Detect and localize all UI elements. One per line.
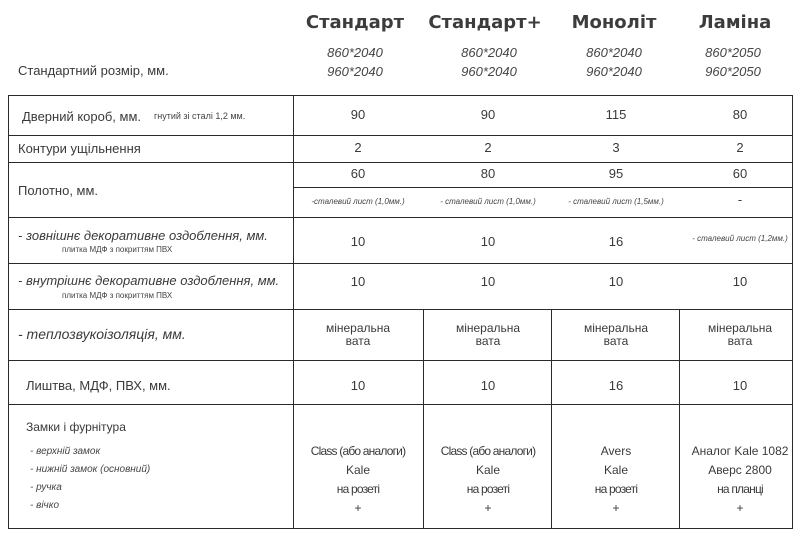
row-divider: [8, 263, 793, 264]
seal-contours-label: Контури ущільнення: [18, 141, 141, 156]
seal-contours-standart: 2: [354, 140, 362, 155]
column-header-standart: Стандарт: [305, 12, 405, 33]
upper-lock-standart: Class (або аналоги): [310, 444, 406, 458]
inner-finish-lamina: 10: [732, 274, 748, 289]
standard-size-standart-plus: 860*2040 960*2040: [461, 45, 517, 79]
seal-contours-standart-plus: 2: [484, 140, 492, 155]
peephole-standart-plus: +: [484, 501, 492, 515]
handle-monolit: на розеті: [594, 482, 638, 496]
column-header-lamina: Ламіна: [698, 12, 772, 33]
inner-finish-note: плитка МДФ з покриттям ПВХ: [62, 291, 173, 300]
insulation-monolit: мінеральна вата: [583, 321, 649, 348]
trim-monolit: 16: [608, 378, 624, 393]
trim-standart-plus: 10: [480, 378, 496, 393]
door-frame-note: гнутий зі сталі 1,2 мм.: [154, 111, 246, 121]
peephole-monolit: +: [612, 501, 620, 515]
upper-lock-monolit: Avers: [600, 444, 632, 458]
inner-finish-label: - внутрішнє декоративне оздоблення, мм.: [18, 273, 280, 288]
row-divider: [8, 162, 793, 163]
outer-finish-standart-plus: 10: [480, 234, 496, 249]
column-divider: [8, 95, 9, 528]
handle-standart: на розеті: [336, 482, 380, 496]
outer-finish-standart: 10: [350, 234, 366, 249]
standard-size-label: Стандартний розмір, мм.: [18, 63, 169, 78]
column-divider: [551, 309, 552, 528]
outer-finish-monolit: 16: [608, 234, 624, 249]
inner-finish-standart-plus: 10: [480, 274, 496, 289]
lower-lock-standart-plus: Kale: [475, 463, 501, 477]
door-frame-standart-plus: 90: [480, 107, 496, 122]
insulation-standart-plus: мінеральна вата: [455, 321, 521, 348]
peephole-standart: +: [354, 501, 362, 515]
panel-label: Полотно, мм.: [18, 183, 99, 198]
column-divider: [293, 95, 294, 528]
insulation-lamina: мінеральна вата: [707, 321, 773, 348]
seal-contours-lamina: 2: [736, 140, 744, 155]
panel-sub-divider: [293, 187, 792, 188]
upper-lock-lamina: Аналог Kale 1082: [691, 444, 789, 458]
row-divider: [8, 135, 793, 136]
door-frame-lamina: 80: [732, 107, 748, 122]
panel-lamina: 60: [732, 166, 748, 181]
locks-row-peephole: - вічко: [30, 500, 60, 511]
door-frame-monolit: 115: [605, 107, 627, 122]
outer-finish-note: плитка МДФ з покриттям ПВХ: [62, 245, 173, 254]
peephole-lamina: +: [736, 501, 744, 515]
column-header-monolit: Моноліт: [571, 12, 657, 33]
panel-sheet-standart: -сталевий лист (1,0мм.): [311, 197, 405, 206]
standard-size-monolit: 860*2040 960*2040: [586, 45, 642, 79]
panel-standart: 60: [350, 166, 366, 181]
insulation-standart: мінеральна вата: [325, 321, 391, 348]
row-divider: [8, 360, 793, 361]
panel-monolit: 95: [608, 166, 624, 181]
handle-standart-plus: на розеті: [466, 482, 510, 496]
standard-size-standart: 860*2040 960*2040: [327, 45, 383, 79]
inner-finish-monolit: 10: [608, 274, 624, 289]
upper-lock-standart-plus: Class (або аналоги): [440, 444, 536, 458]
panel-standart-plus: 80: [480, 166, 496, 181]
panel-sheet-lamina: -: [737, 192, 743, 207]
row-divider: [8, 404, 793, 405]
row-divider: [8, 528, 793, 529]
panel-sheet-monolit: - сталевий лист (1,5мм.): [568, 197, 664, 206]
lower-lock-lamina: Аверс 2800: [708, 463, 772, 477]
locks-row-upper: - верхній замок: [30, 446, 101, 457]
column-divider: [423, 309, 424, 528]
trim-label: Лиштва, МДФ, ПВХ, мм.: [26, 378, 171, 393]
door-frame-standart: 90: [350, 107, 366, 122]
trim-lamina: 10: [732, 378, 748, 393]
row-divider: [8, 95, 793, 96]
handle-lamina: на планці: [717, 482, 763, 496]
locks-title: Замки і фурнітура: [26, 420, 126, 434]
column-header-standart-plus: Стандарт+: [428, 12, 542, 33]
outer-finish-label: - зовнішнє декоративне оздоблення, мм.: [18, 228, 268, 243]
inner-finish-standart: 10: [350, 274, 366, 289]
insulation-label: - теплозвукоізоляція, мм.: [18, 326, 186, 342]
outer-finish-lamina: - сталевий лист (1,2мм.): [692, 234, 788, 243]
locks-row-lower: - нижній замок (основний): [30, 464, 151, 475]
panel-sheet-standart-plus: - сталевий лист (1,0мм.): [440, 197, 536, 206]
trim-standart: 10: [350, 378, 366, 393]
row-divider: [8, 217, 793, 218]
door-frame-label: Дверний короб, мм.: [22, 109, 142, 124]
lower-lock-standart: Kale: [345, 463, 371, 477]
lower-lock-monolit: Kale: [603, 463, 629, 477]
locks-row-handle: - ручка: [30, 482, 62, 493]
row-divider: [8, 309, 793, 310]
standard-size-lamina: 860*2050 960*2050: [705, 45, 761, 79]
seal-contours-monolit: 3: [612, 140, 620, 155]
